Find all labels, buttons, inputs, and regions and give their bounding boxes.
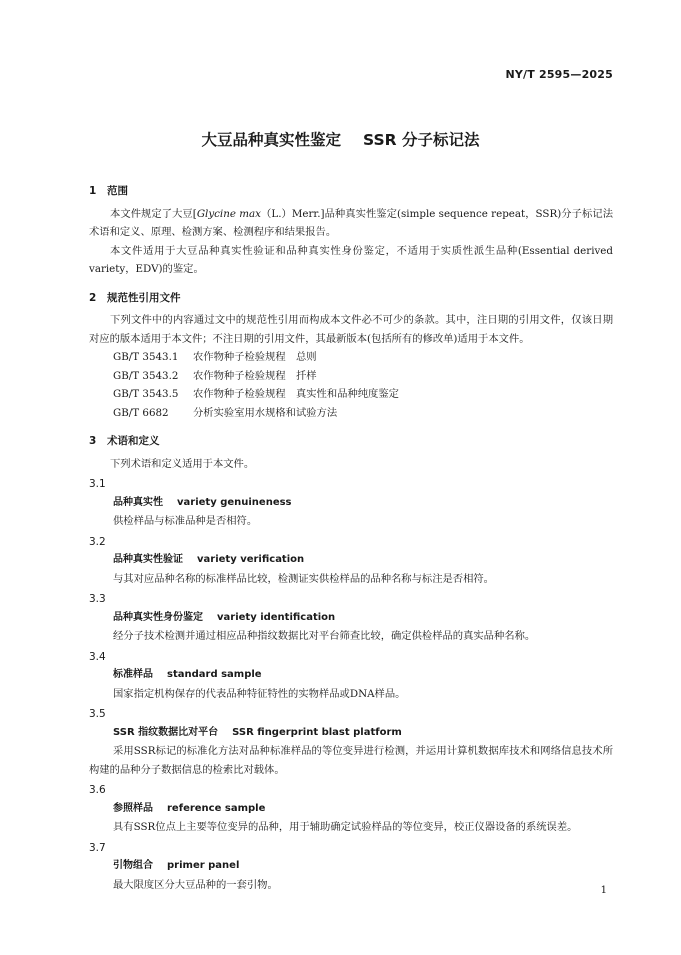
reference-item: GB/T 3543.1 农作物种子检验规程 总则	[113, 351, 317, 363]
standard-code: NY/T 2595—2025	[505, 68, 613, 81]
section-2-heading	[89, 289, 613, 308]
term-entry	[89, 839, 613, 895]
term-entry	[89, 781, 613, 837]
term-number: 3.6	[89, 784, 106, 796]
term-number: 3.1	[89, 478, 106, 490]
section-title: 规范性引用文件	[107, 291, 181, 304]
term-heading: 标准样品 standard sample	[113, 669, 262, 680]
term-heading: SSR 指纹数据比对平台 SSR fingerprint blast platform	[113, 726, 402, 738]
term-heading: 品种真实性验证 variety verification	[113, 554, 305, 565]
section-title: 术语和定义	[107, 435, 160, 447]
term-number: 3.4	[89, 650, 106, 663]
section-number: 2	[89, 291, 97, 304]
reference-item: GB/T 3543.5 农作物种子检验规程 真实性和品种纯度鉴定	[113, 388, 399, 400]
term-number: 3.3	[89, 593, 106, 605]
term-definition: 采用SSR标记的标准化方法对品种标准样品的等位变异进行检测，并运用计算机数据库技术和网络信息技术所构建的品种分子数据信息的检索比对载体。	[89, 745, 613, 776]
document-title	[0, 128, 681, 150]
term-heading: 引物组合 primer panel	[113, 860, 240, 871]
section-3-heading	[89, 432, 613, 451]
document-body	[89, 176, 613, 894]
term-number: 3.7	[89, 841, 106, 854]
term-definition: 国家指定机构保存的代表品种特征特性的实物样品或DNA样品。	[113, 687, 406, 700]
section-number: 1	[89, 185, 97, 197]
term-entry	[89, 533, 613, 589]
term-entry	[89, 648, 613, 704]
section-title: 范围	[107, 185, 128, 197]
term-heading: 品种真实性身份鉴定 variety identification	[113, 611, 336, 623]
term-definition: 经分子技术检测并通过相应品种指纹数据比对平台筛查比较，确定供检样品的真实品种名称。	[113, 630, 536, 642]
term-number: 3.2	[89, 535, 106, 548]
section-1-para-1: 本文件规定了大豆[Glycine max（L.）Merr.]品种真实性鉴定(simple sequence repeat，SSR)分子标记法术语和定义、原理、检测方案、检测程序和结果报告。	[89, 207, 613, 238]
section-3-intro: 下列术语和定义适用于本文件。	[110, 457, 255, 470]
term-definition: 供检样品与标准品种是否相符。	[113, 515, 258, 527]
term-definition: 与其对应品种名称的标准样品比较，检测证实供检样品的品种名称与标注是否相符。	[113, 572, 494, 585]
reference-item: GB/T 3543.2 农作物种子检验规程 扦样	[113, 369, 317, 382]
term-entry	[89, 705, 613, 779]
reference-item: GB/T 6682 分析实验室用水规格和试验方法	[113, 406, 338, 419]
section-1-para-2: 本文件适用于大豆品种真实性验证和品种真实性身份鉴定，不适用于实质性派生品种(Essential derived variety，EDV)的鉴定。	[89, 244, 613, 275]
section-2-para: 下列文件中的内容通过文中的规范性引用而构成本文件必不可少的条款。其中，注日期的引用文件，仅该日期对应的版本适用于本文件；不注日期的引用文件，其最新版本(包括所有的修改单)适用于本文件。	[89, 314, 613, 345]
term-definition: 具有SSR位点上主要等位变异的品种，用于辅助确定试验样品的等位变异，校正仪器设备的系统误差。	[113, 821, 578, 833]
term-entry	[89, 590, 613, 646]
page-number: 1	[600, 885, 607, 896]
section-1-heading	[89, 182, 613, 201]
latin-name: Glycine max	[196, 207, 261, 220]
title-en: SSR 分子标记法	[363, 131, 480, 149]
term-heading: 品种真实性 variety genuineness	[113, 496, 292, 508]
term-definition: 最大限度区分大豆品种的一套引物。	[113, 878, 278, 891]
term-heading: 参照样品 reference sample	[113, 802, 266, 814]
term-entry	[89, 475, 613, 531]
term-number: 3.5	[89, 708, 106, 720]
title-cn: 大豆品种真实性鉴定	[201, 131, 342, 149]
section-number: 3	[89, 435, 97, 447]
